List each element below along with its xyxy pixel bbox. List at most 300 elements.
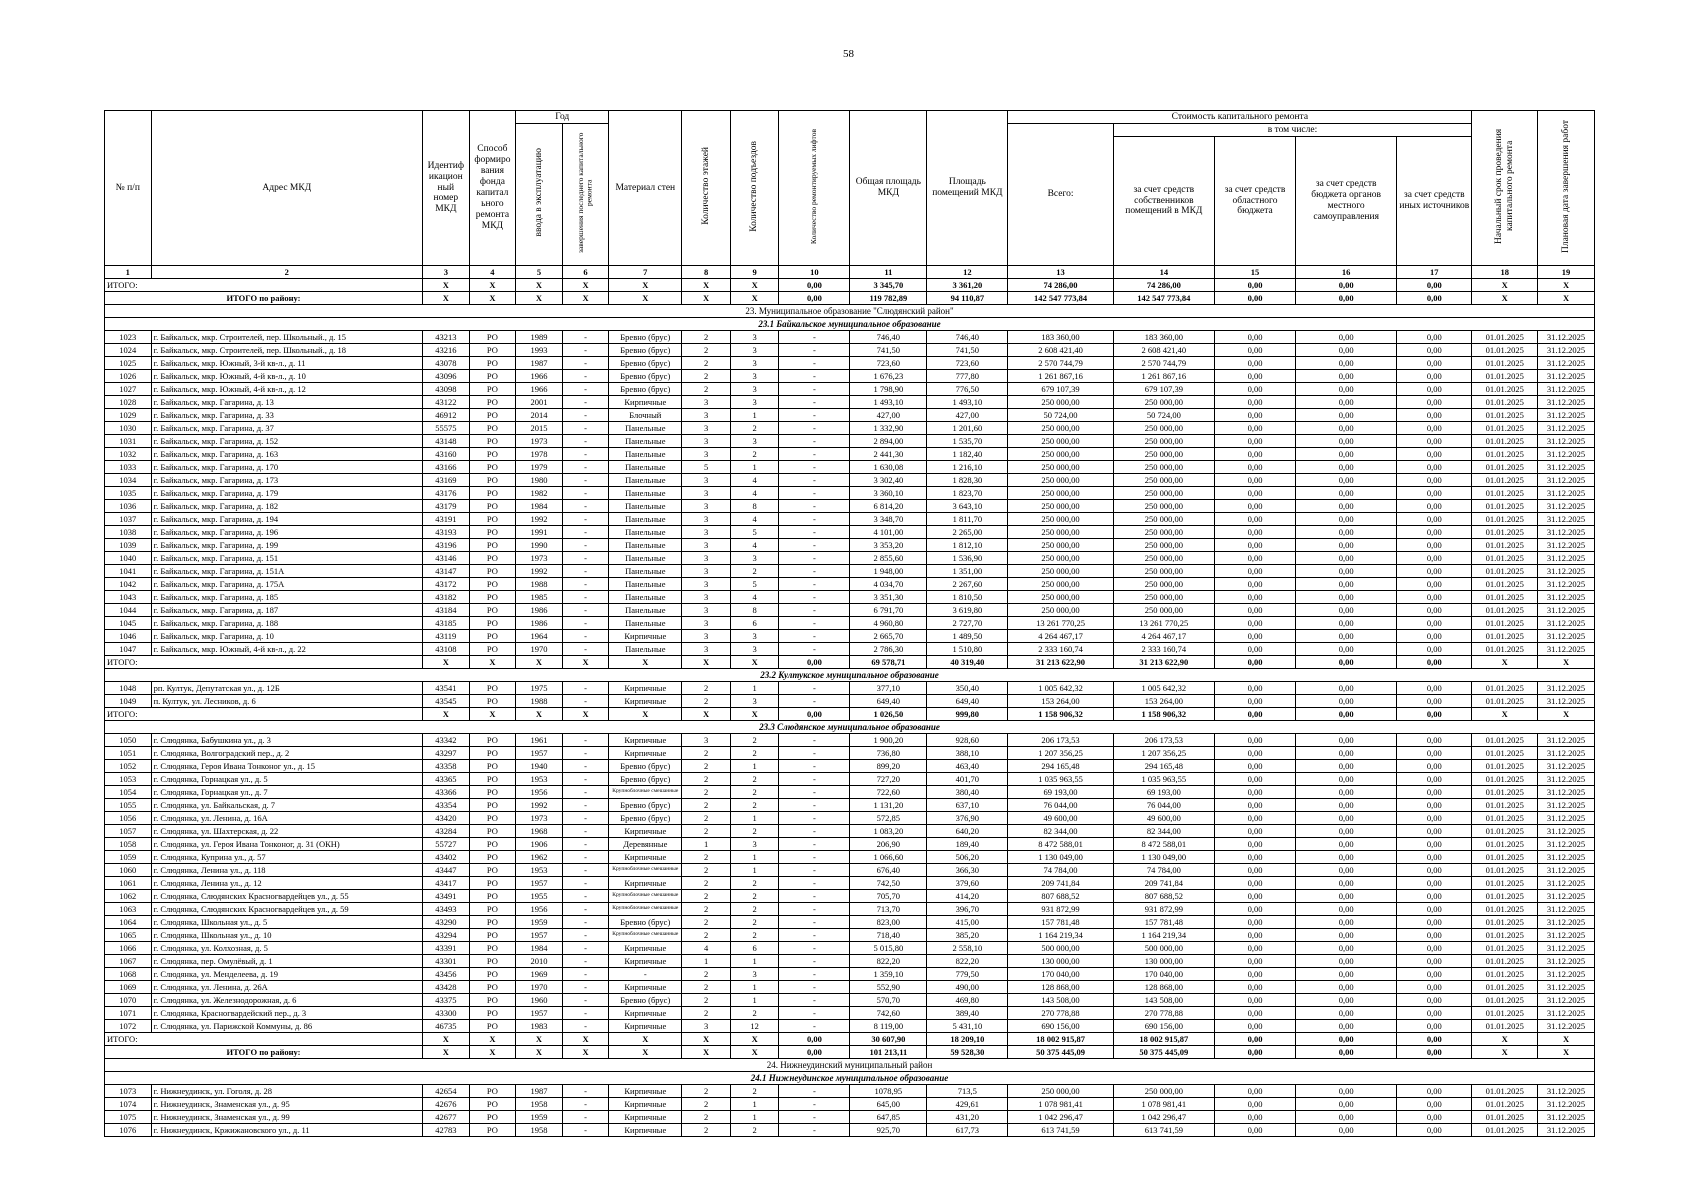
data-cell: 3 (730, 968, 779, 981)
data-cell: - (779, 331, 850, 344)
address-cell: г. Байкальск, мкр. Гагарина, д. 175А (151, 578, 422, 591)
address-cell: г. Слюдянка, Горнацкая ул., д. 5 (151, 773, 422, 786)
data-cell: 1 216,10 (927, 461, 1008, 474)
total-cell: 31 213 622,90 (1113, 656, 1214, 669)
data-cell: Бревно (брус) (609, 331, 682, 344)
data-cell: - (562, 929, 609, 942)
data-cell: - (779, 903, 850, 916)
data-cell: 376,90 (927, 812, 1008, 825)
data-cell: 1037 (105, 513, 152, 526)
data-cell: 250 000,00 (1113, 396, 1214, 409)
data-cell: Крупноблочные смешанные (609, 890, 682, 903)
data-cell: РО (469, 422, 516, 435)
data-cell: Панельные (609, 448, 682, 461)
data-cell: - (562, 552, 609, 565)
data-cell: 31.12.2025 (1538, 396, 1595, 409)
data-cell: 0,00 (1397, 747, 1472, 760)
data-cell: 0,00 (1214, 383, 1295, 396)
data-cell: 3 353,20 (850, 539, 927, 552)
total-cell: 0,00 (1296, 279, 1397, 292)
data-cell: РО (469, 630, 516, 643)
data-cell: 0,00 (1397, 370, 1472, 383)
data-cell: 1975 (516, 682, 563, 695)
data-cell: 0,00 (1214, 357, 1295, 370)
data-cell: 3 (682, 617, 731, 630)
address-cell: г. Слюдянка, пер. Омулёвый, д. 1 (151, 955, 422, 968)
data-cell: 0,00 (1214, 1007, 1295, 1020)
address-cell: г. Слюдянка, Куприна ул., д. 57 (151, 851, 422, 864)
data-cell: - (779, 513, 850, 526)
data-cell: 01.01.2025 (1472, 929, 1538, 942)
data-cell: - (562, 955, 609, 968)
data-cell: 0,00 (1214, 682, 1295, 695)
data-cell: 2 (730, 1085, 779, 1098)
table-row (105, 1098, 1595, 1111)
total-cell: 18 002 915,87 (1113, 1033, 1214, 1046)
data-cell: 0,00 (1296, 344, 1397, 357)
data-cell: 2 333 160,74 (1113, 643, 1214, 656)
data-cell: 43541 (423, 682, 470, 695)
data-cell: 31.12.2025 (1538, 981, 1595, 994)
data-cell: 1992 (516, 799, 563, 812)
data-cell: РО (469, 903, 516, 916)
data-cell: 43284 (423, 825, 470, 838)
total-cell: X (609, 292, 682, 305)
data-cell: 31.12.2025 (1538, 994, 1595, 1007)
data-cell: 1984 (516, 500, 563, 513)
data-cell: 746,40 (927, 331, 1008, 344)
data-cell: - (562, 565, 609, 578)
data-cell: РО (469, 591, 516, 604)
data-cell: 2 (682, 851, 731, 864)
data-cell: 01.01.2025 (1472, 474, 1538, 487)
data-cell: 1048 (105, 682, 152, 695)
data-cell: 1064 (105, 916, 152, 929)
data-cell: 490,00 (927, 981, 1008, 994)
table-row (105, 539, 1595, 552)
data-cell: - (779, 604, 850, 617)
data-cell: РО (469, 383, 516, 396)
data-cell: 250 000,00 (1008, 604, 1113, 617)
data-cell: 82 344,00 (1008, 825, 1113, 838)
data-cell: 1982 (516, 487, 563, 500)
table-row (105, 786, 1595, 799)
table-row (105, 1085, 1595, 1098)
data-cell: 0,00 (1397, 474, 1472, 487)
total-cell: X (423, 656, 470, 669)
data-cell: 0,00 (1397, 851, 1472, 864)
data-cell: - (779, 682, 850, 695)
total-cell: X (730, 1033, 779, 1046)
data-cell: 2 855,60 (850, 552, 927, 565)
data-cell: 679 107,39 (1113, 383, 1214, 396)
data-cell: 0,00 (1214, 877, 1295, 890)
data-cell: 1992 (516, 513, 563, 526)
subtotal-row (105, 656, 1595, 669)
data-cell: 130 000,00 (1008, 955, 1113, 968)
data-cell: 8 472 588,01 (1113, 838, 1214, 851)
data-cell: 0,00 (1397, 513, 1472, 526)
header-cost-owners: за счет средств собственников помещений в МКД (1113, 137, 1214, 266)
data-cell: - (562, 513, 609, 526)
data-cell: 43366 (423, 786, 470, 799)
data-cell: - (562, 1098, 609, 1111)
data-cell: Кирпичные (609, 851, 682, 864)
subsection-header-row (105, 318, 1595, 331)
data-cell: - (779, 929, 850, 942)
data-cell: РО (469, 916, 516, 929)
data-cell: Панельные (609, 604, 682, 617)
subtotal-row (105, 708, 1595, 721)
data-cell: - (562, 773, 609, 786)
table-row (105, 344, 1595, 357)
data-cell: 1 (730, 864, 779, 877)
data-cell: 0,00 (1397, 968, 1472, 981)
data-cell: 0,00 (1296, 409, 1397, 422)
data-cell: 01.01.2025 (1472, 331, 1538, 344)
table-row (105, 916, 1595, 929)
data-cell: 2 (682, 981, 731, 994)
header-premises-area: Площадь помещений МКД (927, 111, 1008, 266)
data-cell: - (779, 643, 850, 656)
data-cell: 713,5 (927, 1085, 1008, 1098)
total-cell: 0,00 (1397, 1033, 1472, 1046)
data-cell: 31.12.2025 (1538, 370, 1595, 383)
data-cell: - (779, 695, 850, 708)
data-cell: 0,00 (1296, 682, 1397, 695)
data-cell: 2 (730, 786, 779, 799)
data-cell: 01.01.2025 (1472, 409, 1538, 422)
column-number: 6 (562, 266, 609, 279)
data-cell: РО (469, 1098, 516, 1111)
data-cell: РО (469, 890, 516, 903)
table-body (105, 266, 1595, 1137)
header-lifts: Количество ремонтируемых лифтов (779, 111, 850, 266)
total-cell: 0,00 (1296, 292, 1397, 305)
data-cell: РО (469, 539, 516, 552)
data-cell: 1964 (516, 630, 563, 643)
data-cell: 1959 (516, 916, 563, 929)
data-cell: 01.01.2025 (1472, 903, 1538, 916)
total-cell: 31 213 622,90 (1008, 656, 1113, 669)
data-cell: 01.01.2025 (1472, 942, 1538, 955)
data-cell: 2 (730, 448, 779, 461)
data-cell: 0,00 (1397, 448, 1472, 461)
data-cell: 43172 (423, 578, 470, 591)
data-cell: 0,00 (1296, 773, 1397, 786)
data-cell: РО (469, 435, 516, 448)
column-number: 10 (779, 266, 850, 279)
data-cell: - (779, 1124, 850, 1137)
data-cell: - (562, 357, 609, 370)
data-cell: 74 784,00 (1113, 864, 1214, 877)
total-cell: X (516, 1046, 563, 1059)
table-row (105, 630, 1595, 643)
data-cell: 2 894,00 (850, 435, 927, 448)
data-cell: 1 510,80 (927, 643, 1008, 656)
address-cell: г. Байкальск, мкр. Гагарина, д. 173 (151, 474, 422, 487)
data-cell: 0,00 (1296, 1020, 1397, 1033)
data-cell: 0,00 (1397, 643, 1472, 656)
data-cell: 1992 (516, 565, 563, 578)
data-cell: 2001 (516, 396, 563, 409)
address-cell: г. Слюдянка, ул. Героя Ивана Тонконог, д. 31 (ОКН) (151, 838, 422, 851)
data-cell: 1957 (516, 929, 563, 942)
data-cell: - (562, 864, 609, 877)
data-cell: 1026 (105, 370, 152, 383)
data-cell: 0,00 (1397, 344, 1472, 357)
data-cell: 1 (730, 812, 779, 825)
data-cell: 43148 (423, 435, 470, 448)
data-cell: 294 165,48 (1008, 760, 1113, 773)
total-cell: X (469, 656, 516, 669)
data-cell: Бревно (брус) (609, 357, 682, 370)
data-cell: 2 (682, 1007, 731, 1020)
total-cell: X (609, 1033, 682, 1046)
column-number: 11 (850, 266, 927, 279)
total-cell: 74 286,00 (1008, 279, 1113, 292)
data-cell: 1 164 219,34 (1113, 929, 1214, 942)
data-cell: 31.12.2025 (1538, 331, 1595, 344)
data-cell: 0,00 (1296, 955, 1397, 968)
data-cell: 01.01.2025 (1472, 916, 1538, 929)
data-cell: 0,00 (1296, 591, 1397, 604)
data-cell: 31.12.2025 (1538, 357, 1595, 370)
data-cell: 206,90 (850, 838, 927, 851)
data-cell: 250 000,00 (1008, 448, 1113, 461)
data-cell: 647,85 (850, 1111, 927, 1124)
data-cell: 1987 (516, 1085, 563, 1098)
data-cell: 1 812,10 (927, 539, 1008, 552)
data-cell: 130 000,00 (1113, 955, 1214, 968)
data-cell: 01.01.2025 (1472, 643, 1538, 656)
data-cell: 0,00 (1296, 565, 1397, 578)
data-cell: 250 000,00 (1008, 1085, 1113, 1098)
data-cell: РО (469, 877, 516, 890)
data-cell: - (779, 799, 850, 812)
data-cell: 1 493,10 (927, 396, 1008, 409)
data-cell: 250 000,00 (1113, 487, 1214, 500)
data-cell: 31.12.2025 (1538, 1020, 1595, 1033)
data-cell: 43491 (423, 890, 470, 903)
total-cell: X (562, 1033, 609, 1046)
data-cell: 0,00 (1397, 1124, 1472, 1137)
data-cell: 776,50 (927, 383, 1008, 396)
data-cell: 570,70 (850, 994, 927, 1007)
column-number: 1 (105, 266, 152, 279)
data-cell: 42676 (423, 1098, 470, 1111)
table-row (105, 1124, 1595, 1137)
data-cell: Блочный (609, 409, 682, 422)
data-cell: 1 131,20 (850, 799, 927, 812)
data-cell: Панельные (609, 643, 682, 656)
data-cell: РО (469, 1020, 516, 1033)
header-year-commission: ввода в эксплуатацию (516, 124, 563, 266)
data-cell: Деревянные (609, 838, 682, 851)
address-cell: г. Байкальск, мкр. Южный, 4-й кв-л., д. 10 (151, 370, 422, 383)
address-cell: г. Слюдянка, Школьная ул., д. 5 (151, 916, 422, 929)
data-cell: 43375 (423, 994, 470, 1007)
address-cell: г. Байкальск, мкр. Гагарина, д. 33 (151, 409, 422, 422)
data-cell: 31.12.2025 (1538, 734, 1595, 747)
data-cell: 1 (730, 1111, 779, 1124)
data-cell: 2 (730, 903, 779, 916)
data-cell: 42654 (423, 1085, 470, 1098)
data-cell: 727,20 (850, 773, 927, 786)
table-row (105, 513, 1595, 526)
total-cell: X (1538, 708, 1595, 721)
data-cell: 1075 (105, 1111, 152, 1124)
address-cell: г. Байкальск, мкр. Строителей, пер. Школьный., д. 18 (151, 344, 422, 357)
data-cell: 69 193,00 (1008, 786, 1113, 799)
data-cell: 8 (730, 500, 779, 513)
data-cell: - (562, 409, 609, 422)
data-cell: - (562, 981, 609, 994)
data-cell: 1052 (105, 760, 152, 773)
data-cell: 2 786,30 (850, 643, 927, 656)
data-cell: 1 900,20 (850, 734, 927, 747)
data-cell: 1 182,40 (927, 448, 1008, 461)
data-cell: 183 360,00 (1113, 331, 1214, 344)
data-cell: 705,70 (850, 890, 927, 903)
data-cell: 1 (730, 1098, 779, 1111)
data-cell: РО (469, 1085, 516, 1098)
header-year-last-repair: завершения последнего капитального ремонта (562, 124, 609, 266)
data-cell: - (562, 604, 609, 617)
total-cell: X (423, 1046, 470, 1059)
data-cell: 0,00 (1397, 357, 1472, 370)
address-cell: рп. Култук, Депутатская ул., д. 12Б (151, 682, 422, 695)
table-row (105, 474, 1595, 487)
data-cell: - (562, 1124, 609, 1137)
data-cell: 1991 (516, 526, 563, 539)
data-cell: 925,70 (850, 1124, 927, 1137)
data-cell: РО (469, 864, 516, 877)
data-cell: 43493 (423, 903, 470, 916)
data-cell: 746,40 (850, 331, 927, 344)
total-cell: X (609, 708, 682, 721)
data-cell: 2 (730, 565, 779, 578)
data-cell: РО (469, 552, 516, 565)
data-cell: 31.12.2025 (1538, 409, 1595, 422)
header-end-date: Плановая дата завершения работ (1538, 111, 1595, 266)
data-cell: 931 872,99 (1008, 903, 1113, 916)
total-cell: X (682, 1046, 731, 1059)
total-cell: X (1538, 292, 1595, 305)
data-cell: 401,70 (927, 773, 1008, 786)
data-cell: 43185 (423, 617, 470, 630)
data-cell: 1027 (105, 383, 152, 396)
data-cell: 31.12.2025 (1538, 513, 1595, 526)
data-cell: 1054 (105, 786, 152, 799)
table-row (105, 838, 1595, 851)
data-cell: 3 (682, 487, 731, 500)
table-row (105, 591, 1595, 604)
data-cell: 294 165,48 (1113, 760, 1214, 773)
data-cell: 0,00 (1397, 617, 1472, 630)
data-cell: 823,00 (850, 916, 927, 929)
data-cell: 613 741,59 (1113, 1124, 1214, 1137)
data-cell: - (779, 435, 850, 448)
data-cell: 250 000,00 (1113, 578, 1214, 591)
data-cell: РО (469, 1007, 516, 1020)
address-cell: г. Слюдянка, Ленина ул., д. 12 (151, 877, 422, 890)
data-cell: 0,00 (1214, 435, 1295, 448)
data-cell: - (562, 383, 609, 396)
data-cell: 01.01.2025 (1472, 461, 1538, 474)
data-cell: 270 778,88 (1008, 1007, 1113, 1020)
data-cell: 2 (682, 344, 731, 357)
data-cell: 0,00 (1397, 539, 1472, 552)
data-cell: 31.12.2025 (1538, 955, 1595, 968)
data-cell: 3 (730, 331, 779, 344)
district-total-row (105, 1046, 1595, 1059)
data-cell: 2 (682, 695, 731, 708)
data-cell: - (562, 799, 609, 812)
data-cell: 0,00 (1214, 539, 1295, 552)
data-cell: - (779, 396, 850, 409)
data-cell: 0,00 (1397, 1020, 1472, 1033)
data-cell: 0,00 (1397, 1007, 1472, 1020)
data-cell: 0,00 (1214, 487, 1295, 500)
data-cell: 1 207 356,25 (1113, 747, 1214, 760)
subsection-title: 23.3 Слюдянское муниципальное образование (105, 721, 1595, 734)
data-cell: РО (469, 942, 516, 955)
data-cell: 01.01.2025 (1472, 1007, 1538, 1020)
data-cell: 0,00 (1214, 864, 1295, 877)
data-cell: - (779, 955, 850, 968)
total-cell: X (1472, 656, 1538, 669)
data-cell: - (562, 630, 609, 643)
data-cell: 4 101,00 (850, 526, 927, 539)
data-cell: Крупноблочные смешанные (609, 903, 682, 916)
data-cell: 01.01.2025 (1472, 851, 1538, 864)
data-cell: - (562, 851, 609, 864)
total-cell: 0,00 (1397, 292, 1472, 305)
data-cell: - (779, 877, 850, 890)
data-cell: - (779, 422, 850, 435)
data-cell: 1042 (105, 578, 152, 591)
data-cell: 0,00 (1214, 630, 1295, 643)
data-cell: 2 (682, 1124, 731, 1137)
data-cell: 1 130 049,00 (1113, 851, 1214, 864)
table-row (105, 617, 1595, 630)
data-cell: 0,00 (1214, 799, 1295, 812)
table-row (105, 370, 1595, 383)
data-cell: 1023 (105, 331, 152, 344)
data-cell: 31.12.2025 (1538, 1124, 1595, 1137)
data-cell: 3 (682, 630, 731, 643)
data-cell: 8 472 588,01 (1008, 838, 1113, 851)
data-cell: 0,00 (1296, 461, 1397, 474)
data-cell: 43358 (423, 760, 470, 773)
header-including: в том числе: (1113, 124, 1472, 137)
table-row (105, 903, 1595, 916)
data-cell: 209 741,84 (1008, 877, 1113, 890)
total-cell: X (1538, 279, 1595, 292)
data-cell: Кирпичные (609, 630, 682, 643)
data-cell: - (779, 994, 850, 1007)
data-cell: 0,00 (1214, 552, 1295, 565)
data-cell: 31.12.2025 (1538, 825, 1595, 838)
data-cell: 170 040,00 (1008, 968, 1113, 981)
total-cell: X (609, 1046, 682, 1059)
data-cell: 3 (682, 643, 731, 656)
data-cell: 250 000,00 (1113, 604, 1214, 617)
address-cell: г. Байкальск, мкр. Гагарина, д. 196 (151, 526, 422, 539)
data-cell: - (562, 942, 609, 955)
total-cell: 50 375 445,09 (1008, 1046, 1113, 1059)
